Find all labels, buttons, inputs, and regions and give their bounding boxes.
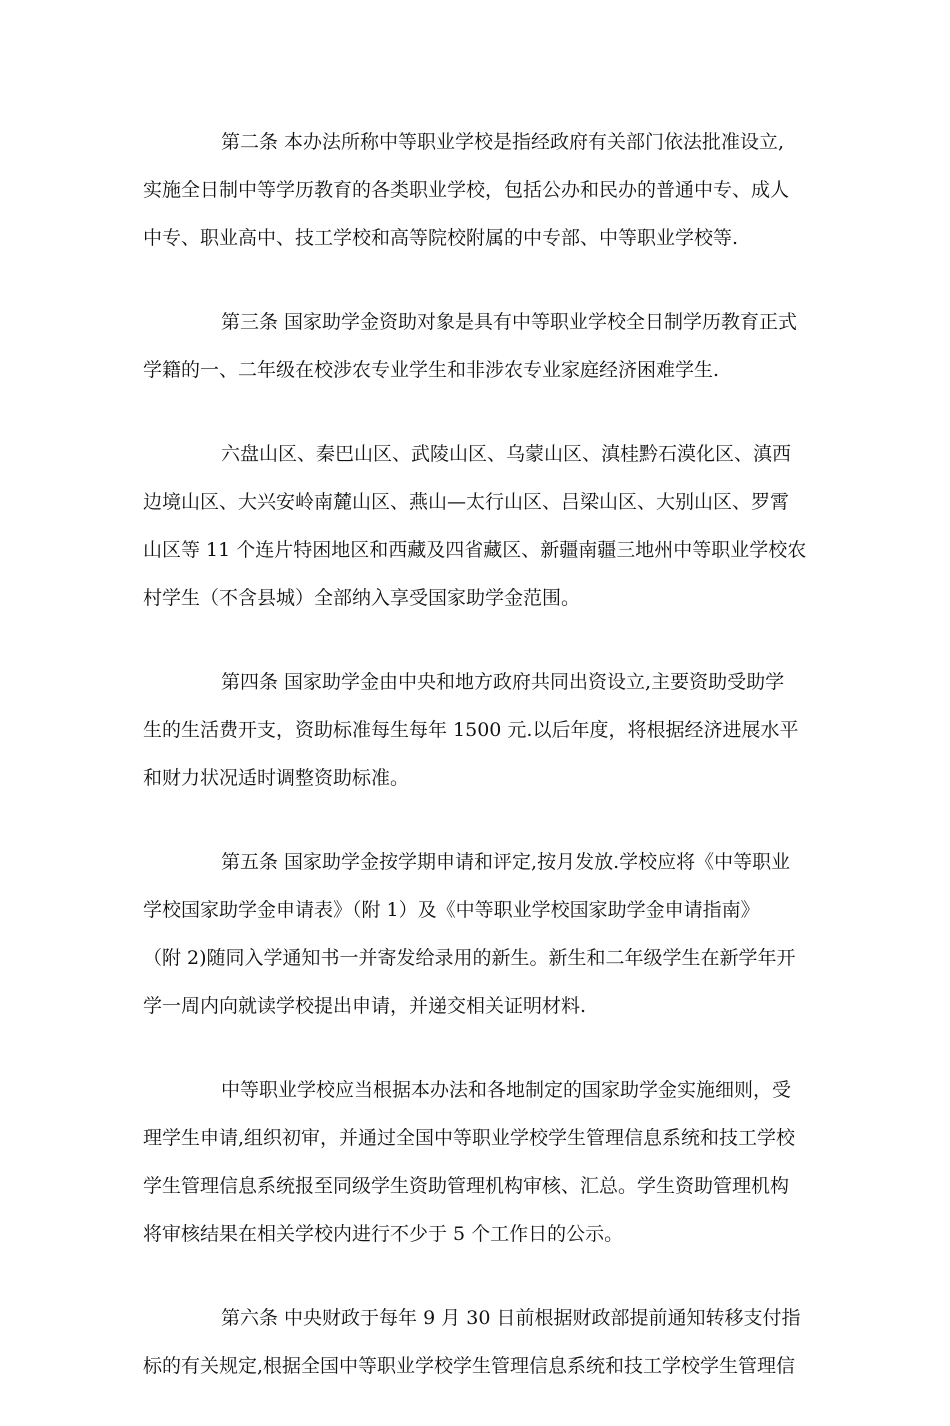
text-line: 学一周内向就读学校提出申请，并递交相关证明材料. — [143, 995, 587, 1017]
text-line: 山区等 11 个连片特困地区和西藏及四省藏区、新疆南疆三地州中等职业学校农 — [143, 539, 807, 561]
text-line: 和财力状况适时调整资助标准。 — [143, 767, 410, 789]
text-line: 第二条 本办法所称中等职业学校是指经政府有关部门依法批准设立, — [221, 131, 785, 153]
paragraph-school-review — [143, 1066, 808, 1258]
text-line: 学生管理信息系统报至同级学生资助管理机构审核、汇总。学生资助管理机构 — [143, 1175, 790, 1197]
text-line: 学校国家助学金申请表》（附 1）及《中等职业学校国家助学金申请指南》 — [143, 899, 760, 921]
text-line: （附 2)随同入学通知书一并寄发给录用的新生。新生和二年级学生在新学年开 — [143, 947, 796, 969]
text-line: 边境山区、大兴安岭南麓山区、燕山—太行山区、吕梁山区、大别山区、罗霄 — [143, 491, 790, 513]
text-line: 将审核结果在相关学校内进行不少于 5 个工作日的公示。 — [143, 1223, 624, 1245]
text-line: 中专、职业高中、技工学校和高等院校附属的中专部、中等职业学校等. — [143, 227, 739, 249]
text-line: 第四条 国家助学金由中央和地方政府共同出资设立,主要资助受助学 — [221, 671, 785, 693]
text-line: 标的有关规定,根据全国中等职业学校学生管理信息系统和技工学校学生管理信 — [143, 1355, 796, 1377]
text-line: 六盘山区、秦巴山区、武陵山区、乌蒙山区、滇桂黔石漠化区、滇西 — [221, 443, 792, 465]
paragraph-article-5 — [143, 838, 808, 1030]
text-line: 生的生活费开支，资助标准每生每年 1500 元.以后年度，将根据经济进展水平 — [143, 719, 799, 741]
text-line: 第三条 国家助学金资助对象是具有中等职业学校全日制学历教育正式 — [221, 311, 798, 333]
text-line: 理学生申请,组织初审，并通过全国中等职业学校学生管理信息系统和技工学校 — [143, 1127, 796, 1149]
text-line: 实施全日制中等学历教育的各类职业学校，包括公办和民办的普通中专、成人 — [143, 179, 790, 201]
text-line: 第六条 中央财政于每年 9 月 30 日前根据财政部提前通知转移支付指 — [221, 1307, 801, 1329]
text-line: 学籍的一、二年级在校涉农专业学生和非涉农专业家庭经济困难学生. — [143, 359, 720, 381]
paragraph-article-2 — [143, 118, 808, 262]
document-page — [143, 118, 808, 1426]
paragraph-article-3 — [143, 298, 808, 394]
paragraph-poverty-areas — [143, 430, 808, 622]
text-line: 中等职业学校应当根据本办法和各地制定的国家助学金实施细则，受 — [221, 1079, 792, 1101]
text-line: 村学生（不含县城）全部纳入享受国家助学金范围。 — [143, 587, 581, 609]
paragraph-article-6 — [143, 1294, 808, 1390]
text-line: 第五条 国家助学金按学期申请和评定,按月发放.学校应将《中等职业 — [221, 851, 791, 873]
paragraph-article-4 — [143, 658, 808, 802]
